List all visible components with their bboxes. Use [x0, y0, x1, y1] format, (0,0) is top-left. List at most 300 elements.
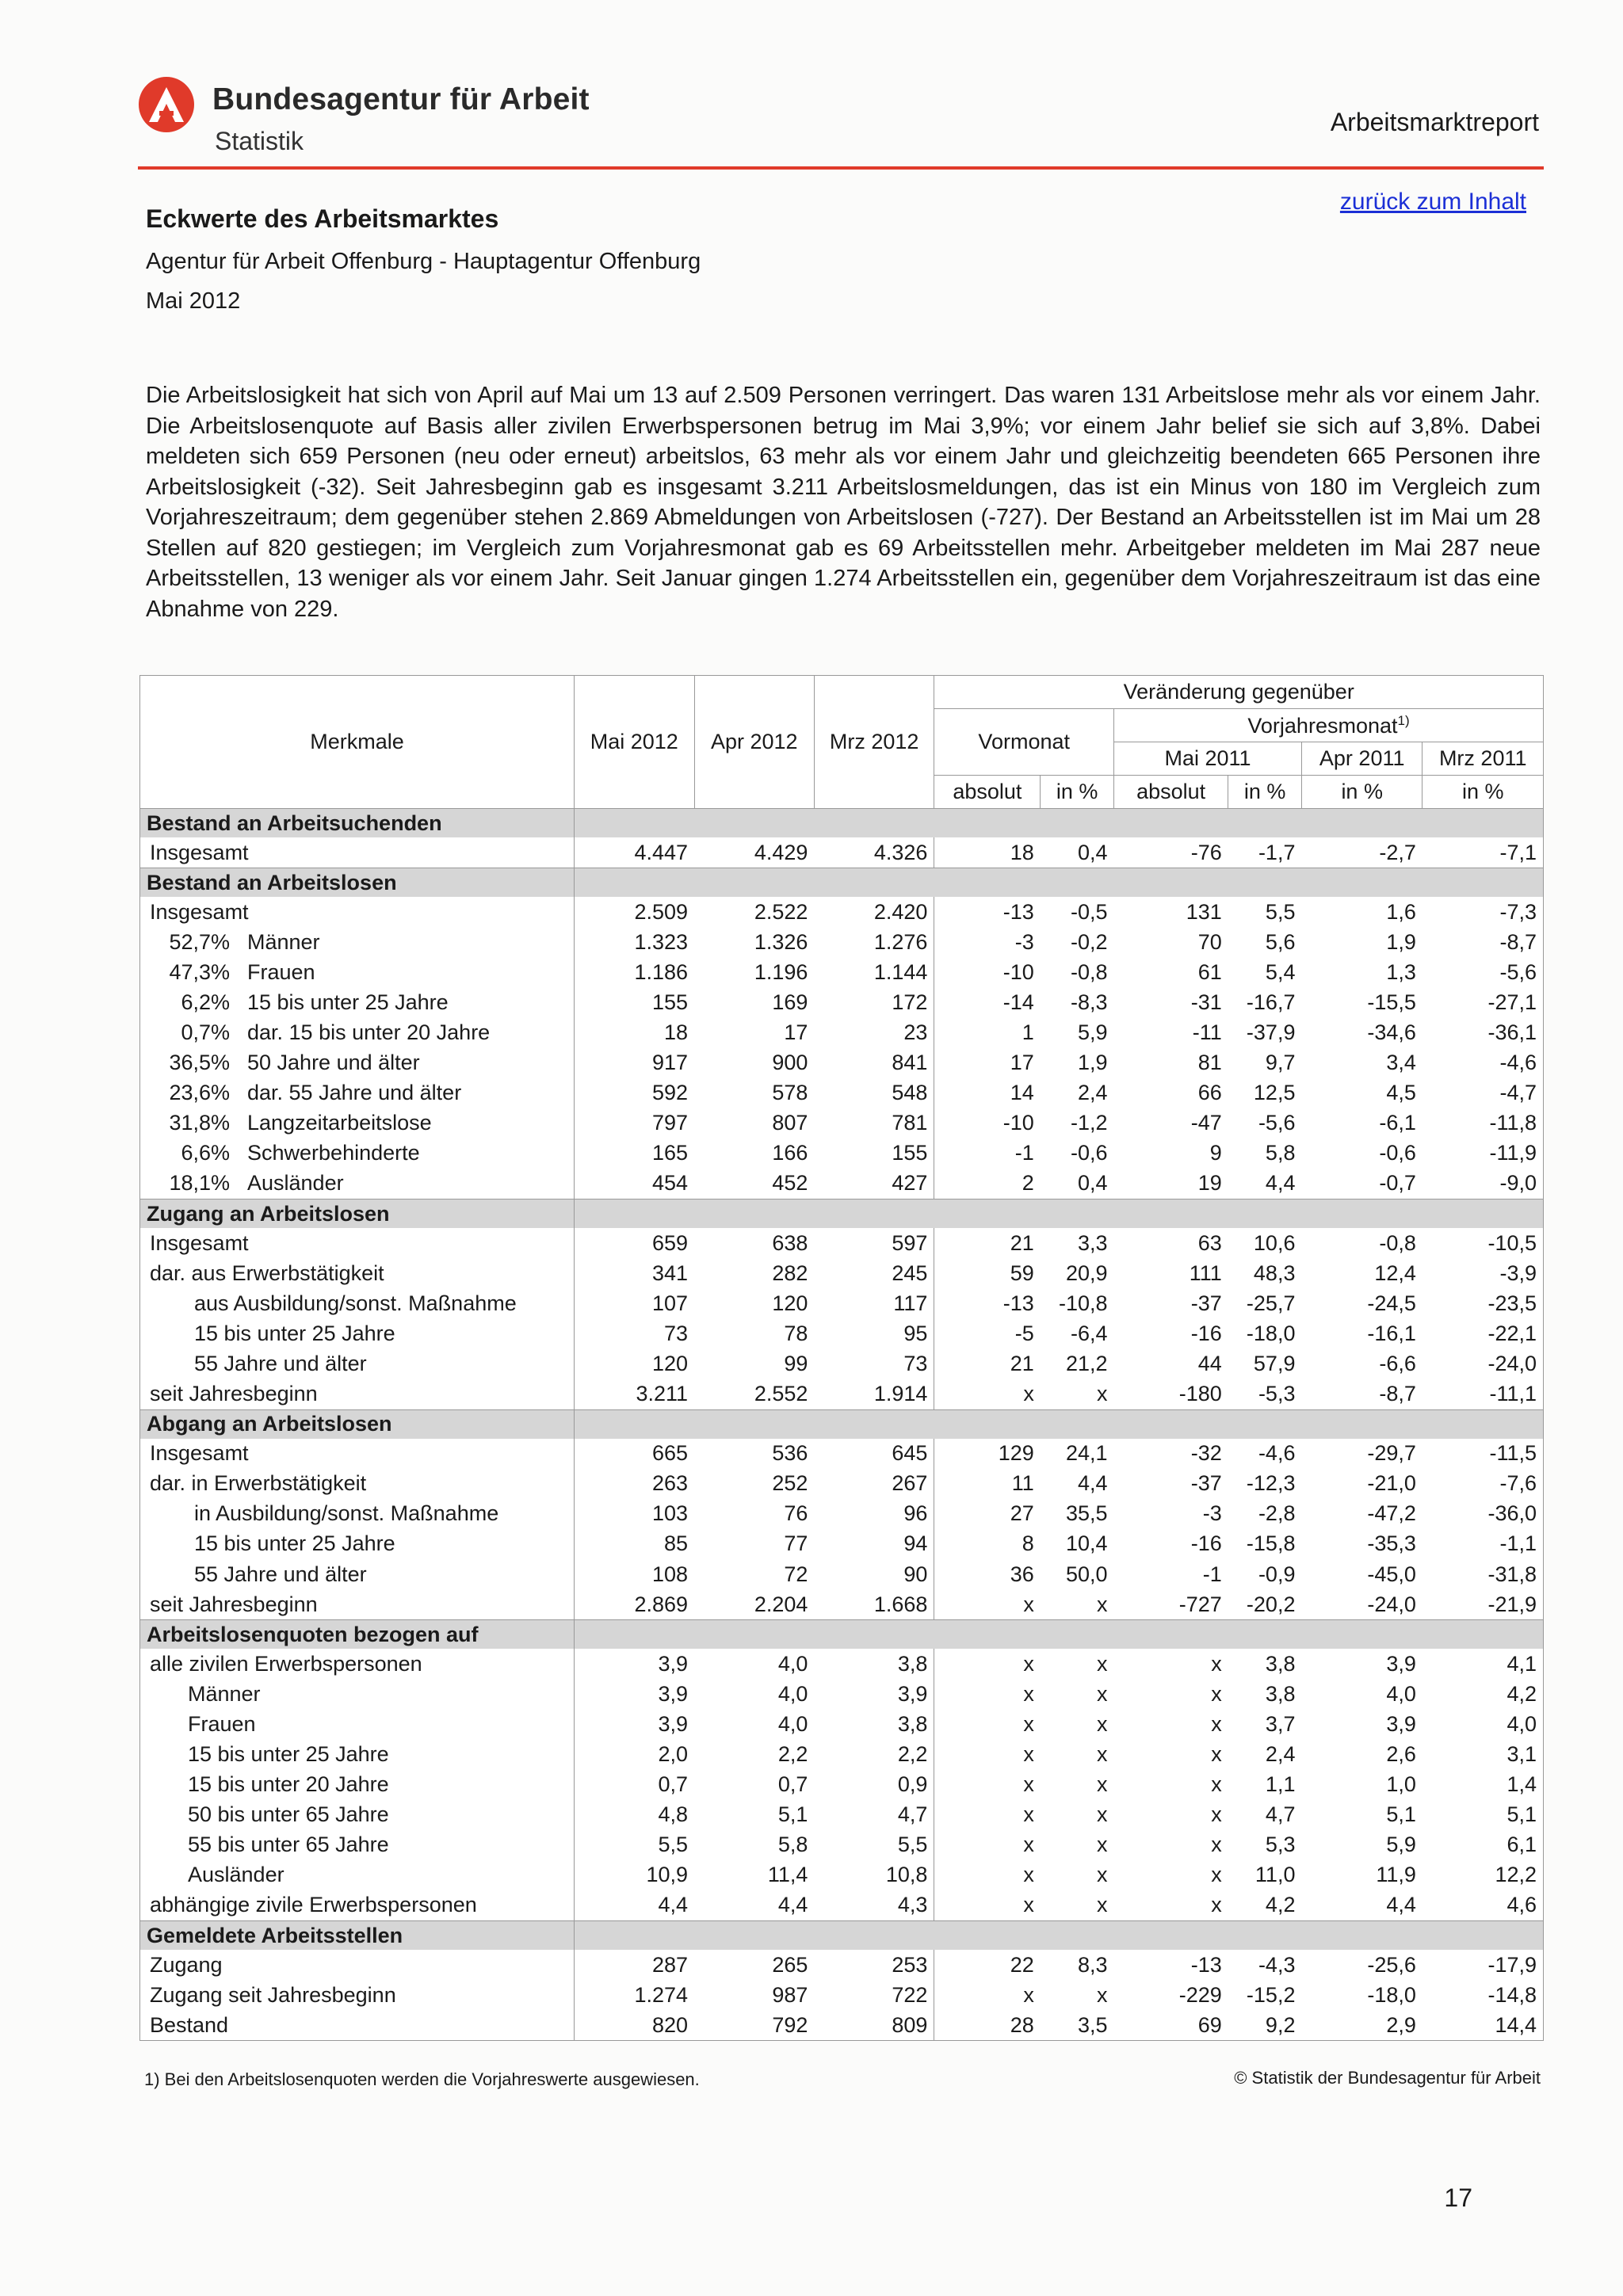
share-value: 6,6%	[181, 1141, 230, 1165]
org-subtitle: Statistik	[215, 127, 304, 155]
table-cell: 1,3	[1301, 957, 1422, 987]
table-cell: 5,1	[1301, 1800, 1422, 1830]
table-cell: 2,4	[1041, 1078, 1114, 1108]
table-cell: 1.323	[575, 927, 694, 957]
table-cell: -8,7	[1301, 1379, 1422, 1410]
row-label	[140, 1258, 575, 1288]
table-cell: -21,9	[1423, 1589, 1544, 1620]
table-cell: 73	[575, 1318, 694, 1348]
table-cell: 4,4	[694, 1890, 814, 1921]
table-cell: 1,9	[1041, 1048, 1114, 1078]
table-cell: 8,3	[1041, 1950, 1114, 1980]
row-label	[140, 1228, 575, 1258]
table-cell: 5,3	[1228, 1830, 1302, 1860]
table-cell: 21,2	[1041, 1348, 1114, 1379]
col-header-mrz2011: Mrz 2011	[1423, 742, 1544, 776]
table-cell: -0,9	[1228, 1559, 1302, 1589]
table-cell: -23,5	[1423, 1288, 1544, 1318]
table-cell: -4,6	[1228, 1439, 1302, 1469]
table-cell: 63	[1114, 1228, 1228, 1258]
table-cell: x	[1041, 1830, 1114, 1860]
row-label	[140, 1469, 575, 1499]
col-header-mai2011-absolut: absolut	[1114, 776, 1228, 809]
table-cell: 282	[694, 1258, 814, 1288]
row-label	[140, 1770, 575, 1800]
row-label-text: 15 bis unter 25 Jahre	[194, 1321, 395, 1345]
table-cell: -11,8	[1423, 1108, 1544, 1138]
share-value: 31,8%	[169, 1111, 230, 1135]
section-fill	[575, 1620, 1544, 1650]
section-header-row	[140, 1199, 1544, 1229]
table-row	[140, 1469, 1544, 1499]
table-cell: 2.204	[694, 1589, 814, 1620]
table-cell: 841	[814, 1048, 934, 1078]
table-cell: -37	[1114, 1288, 1228, 1318]
table-cell: 3,9	[1301, 1649, 1422, 1679]
table-cell: 2.522	[694, 897, 814, 927]
table-cell: x	[934, 1860, 1041, 1890]
col-header-vormonat-pct: in %	[1041, 776, 1114, 809]
table-cell: -36,1	[1423, 1017, 1544, 1047]
table-cell: 4,2	[1423, 1679, 1544, 1709]
table-cell: -24,5	[1301, 1288, 1422, 1318]
table-cell: 10,8	[814, 1860, 934, 1890]
table-cell: x	[1114, 1830, 1228, 1860]
table-cell: 10,4	[1041, 1529, 1114, 1559]
table-cell: -4,3	[1228, 1950, 1302, 1980]
table-cell: 12,2	[1423, 1860, 1544, 1890]
row-label	[140, 897, 575, 927]
table-cell: 5,1	[1423, 1800, 1544, 1830]
summary-text	[146, 380, 1541, 624]
table-cell: 253	[814, 1950, 934, 1980]
section-title: Arbeitslosenquoten bezogen auf	[140, 1620, 575, 1650]
table-cell: 57,9	[1228, 1348, 1302, 1379]
table-cell: -0,8	[1301, 1228, 1422, 1258]
table-cell: 4,2	[1228, 1890, 1302, 1921]
table-row	[140, 2010, 1544, 2041]
table-cell: 597	[814, 1228, 934, 1258]
table-cell: x	[934, 1709, 1041, 1739]
table-cell: 3,4	[1301, 1048, 1422, 1078]
table-cell: x	[934, 1739, 1041, 1769]
table-cell: -0,6	[1301, 1138, 1422, 1169]
row-label	[140, 1078, 575, 1108]
table-row	[140, 1709, 1544, 1739]
table-cell: 2,2	[814, 1739, 934, 1769]
table-cell: 66	[1114, 1078, 1228, 1108]
table-cell: 23	[814, 1017, 934, 1047]
table-cell: 4,7	[1228, 1800, 1302, 1830]
table-cell: 809	[814, 2010, 934, 2041]
table-cell: 2.552	[694, 1379, 814, 1410]
table-cell: 18	[575, 1017, 694, 1047]
row-label-text: dar. in Erwerbstätigkeit	[150, 1471, 367, 1496]
section-fill	[575, 809, 1544, 838]
table-cell: 4,0	[1301, 1679, 1422, 1709]
table-cell: 0,7	[694, 1770, 814, 1800]
table-cell: 578	[694, 1078, 814, 1108]
table-cell: 3,9	[575, 1649, 694, 1679]
table-cell: -45,0	[1301, 1559, 1422, 1589]
table-cell: -7,1	[1423, 837, 1544, 868]
table-cell: 10,9	[575, 1860, 694, 1890]
table-cell: -0,2	[1041, 927, 1114, 957]
table-cell: -229	[1114, 1980, 1228, 2010]
table-cell: 99	[694, 1348, 814, 1379]
table-cell: 172	[814, 987, 934, 1017]
table-cell: x	[1041, 1770, 1114, 1800]
table-row	[140, 1589, 1544, 1620]
table-cell: 659	[575, 1228, 694, 1258]
table-cell: 12,4	[1301, 1258, 1422, 1288]
table-cell: -12,3	[1228, 1469, 1302, 1499]
table-cell: 1	[934, 1017, 1041, 1047]
share-value: 18,1%	[169, 1171, 230, 1196]
table-row	[140, 1439, 1544, 1469]
row-label-text: 50 bis unter 65 Jahre	[188, 1802, 389, 1827]
row-label-text: Männer	[247, 929, 320, 954]
table-cell: 11,9	[1301, 1860, 1422, 1890]
table-cell: -0,7	[1301, 1169, 1422, 1199]
table-cell: 35,5	[1041, 1499, 1114, 1529]
row-label	[140, 1679, 575, 1709]
table-cell: 14,4	[1423, 2010, 1544, 2041]
section-header-row	[140, 809, 1544, 838]
table-cell: 11,0	[1228, 1860, 1302, 1890]
table-cell: -16	[1114, 1529, 1228, 1559]
table-cell: -11	[1114, 1017, 1228, 1047]
table-cell: -3	[934, 927, 1041, 957]
table-cell: x	[1114, 1649, 1228, 1679]
section-header-row	[140, 1620, 1544, 1650]
table-cell: 1.274	[575, 1980, 694, 2010]
table-row	[140, 1379, 1544, 1410]
table-cell: 1,6	[1301, 897, 1422, 927]
table-cell: -11,5	[1423, 1439, 1544, 1469]
table-cell: 0,9	[814, 1770, 934, 1800]
table-cell: 4,0	[694, 1709, 814, 1739]
row-label	[140, 1499, 575, 1529]
table-cell: 76	[694, 1499, 814, 1529]
share-value: 0,7%	[181, 1020, 230, 1045]
row-label-text: alle zivilen Erwerbspersonen	[150, 1651, 422, 1676]
table-row	[140, 1138, 1544, 1169]
table-cell: 21	[934, 1228, 1041, 1258]
row-label-text: 15 bis unter 20 Jahre	[188, 1772, 389, 1797]
table-cell: 5,8	[694, 1830, 814, 1860]
table-cell: 108	[575, 1559, 694, 1589]
table-cell: 22	[934, 1950, 1041, 1980]
table-cell: -47,2	[1301, 1499, 1422, 1529]
table-cell: -24,0	[1423, 1348, 1544, 1379]
table-cell: 1.668	[814, 1589, 934, 1620]
table-row	[140, 1048, 1544, 1078]
row-label-text: Schwerbehinderte	[247, 1141, 420, 1165]
table-cell: 81	[1114, 1048, 1228, 1078]
table-cell: -35,3	[1301, 1529, 1422, 1559]
table-row	[140, 1258, 1544, 1288]
table-cell: -5,3	[1228, 1379, 1302, 1410]
table-row	[140, 1649, 1544, 1679]
table-cell: -47	[1114, 1108, 1228, 1138]
table-cell: 287	[575, 1950, 694, 1980]
table-cell: 2.420	[814, 897, 934, 927]
table-row	[140, 1830, 1544, 1860]
table-cell: 3,3	[1041, 1228, 1114, 1258]
table-row	[140, 1559, 1544, 1589]
col-header-veraenderung: Veränderung gegenüber	[934, 676, 1544, 709]
row-label-text: dar. 15 bis unter 20 Jahre	[247, 1020, 491, 1045]
table-cell: 3,9	[814, 1679, 934, 1709]
table-cell: 103	[575, 1499, 694, 1529]
header-divider	[138, 166, 1544, 170]
table-row	[140, 837, 1544, 868]
table-cell: -31,8	[1423, 1559, 1544, 1589]
table-cell: x	[934, 1890, 1041, 1921]
table-cell: 5,9	[1301, 1830, 1422, 1860]
table-row	[140, 927, 1544, 957]
col-header-vorjahresmonat	[1114, 709, 1544, 742]
section-title: Zugang an Arbeitslosen	[140, 1199, 575, 1229]
table-row	[140, 1228, 1544, 1258]
table-cell: 120	[575, 1348, 694, 1379]
table-cell: -13	[934, 1288, 1041, 1318]
table-cell: 3,9	[1301, 1709, 1422, 1739]
table-cell: 2,4	[1228, 1739, 1302, 1769]
row-label-text: 55 Jahre und älter	[194, 1351, 367, 1375]
table-cell: x	[934, 1589, 1041, 1620]
row-label-text: 55 bis unter 65 Jahre	[188, 1833, 389, 1857]
table-cell: x	[1041, 1649, 1114, 1679]
table-cell: -18,0	[1228, 1318, 1302, 1348]
table-cell: 548	[814, 1078, 934, 1108]
section-title: Abgang an Arbeitslosen	[140, 1409, 575, 1439]
table-cell: -25,7	[1228, 1288, 1302, 1318]
table-cell: -22,1	[1423, 1318, 1544, 1348]
table-cell: 265	[694, 1950, 814, 1980]
table-cell: -7,3	[1423, 897, 1544, 927]
table-cell: 4.429	[694, 837, 814, 868]
row-label	[140, 1288, 575, 1318]
row-label	[140, 1589, 575, 1620]
table-cell: -34,6	[1301, 1017, 1422, 1047]
row-label-text: Zugang	[150, 1952, 223, 1977]
row-label	[140, 1709, 575, 1739]
table-cell: -20,2	[1228, 1589, 1302, 1620]
table-cell: -21,0	[1301, 1469, 1422, 1499]
table-cell: 917	[575, 1048, 694, 1078]
table-cell: -25,6	[1301, 1950, 1422, 1980]
row-label	[140, 1739, 575, 1769]
table-cell: 36	[934, 1559, 1041, 1589]
table-cell: 5,5	[814, 1830, 934, 1860]
section-fill	[575, 1199, 1544, 1229]
section-header-row	[140, 1409, 1544, 1439]
table-cell: 3,8	[814, 1649, 934, 1679]
table-cell: -1	[1114, 1559, 1228, 1589]
table-cell: -37	[1114, 1469, 1228, 1499]
section-title: Bestand an Arbeitsuchenden	[140, 809, 575, 838]
table-cell: 90	[814, 1559, 934, 1589]
table-cell: 4,8	[575, 1800, 694, 1830]
table-cell: x	[934, 1770, 1041, 1800]
table-cell: 900	[694, 1048, 814, 1078]
table-cell: -15,5	[1301, 987, 1422, 1017]
table-cell: 4.326	[814, 837, 934, 868]
table-cell: 5,5	[575, 1830, 694, 1860]
table-cell: -10,5	[1423, 1228, 1544, 1258]
table-cell: x	[1041, 1739, 1114, 1769]
table-cell: -10	[934, 1108, 1041, 1138]
table-cell: x	[1114, 1679, 1228, 1709]
row-label	[140, 1017, 575, 1047]
table-cell: 722	[814, 1980, 934, 2010]
row-label-text: dar. 55 Jahre und älter	[247, 1081, 462, 1105]
agency-name: Agentur für Arbeit Offenburg - Hauptagentur Offenburg	[146, 249, 701, 274]
section-header-row	[140, 1921, 1544, 1951]
table-cell: 165	[575, 1138, 694, 1169]
table-cell: 77	[694, 1529, 814, 1559]
table-cell: -9,0	[1423, 1169, 1544, 1199]
row-label-text: 50 Jahre und älter	[247, 1051, 420, 1075]
table-cell: 781	[814, 1108, 934, 1138]
table-cell: 11,4	[694, 1860, 814, 1890]
table-cell: 61	[1114, 957, 1228, 987]
table-cell: 69	[1114, 2010, 1228, 2041]
table-cell: 111	[1114, 1258, 1228, 1288]
table-row	[140, 987, 1544, 1017]
table-row	[140, 1499, 1544, 1529]
col-header-apr2011: Apr 2011	[1301, 742, 1422, 776]
table-cell: 2,6	[1301, 1739, 1422, 1769]
table-cell: 454	[575, 1169, 694, 1199]
table-cell: 797	[575, 1108, 694, 1138]
table-cell: 263	[575, 1469, 694, 1499]
table-cell: 2,2	[694, 1739, 814, 1769]
table-cell: 0,4	[1041, 1169, 1114, 1199]
table-cell: 341	[575, 1258, 694, 1288]
table-cell: 44	[1114, 1348, 1228, 1379]
table-cell: 2.509	[575, 897, 694, 927]
table-cell: 5,8	[1228, 1138, 1302, 1169]
row-label	[140, 1890, 575, 1921]
table-cell: x	[1114, 1800, 1228, 1830]
table-cell: -10,8	[1041, 1288, 1114, 1318]
section-fill	[575, 1409, 1544, 1439]
table-cell: -5	[934, 1318, 1041, 1348]
table-cell: 73	[814, 1348, 934, 1379]
table-row	[140, 1288, 1544, 1318]
table-cell: -2,8	[1228, 1499, 1302, 1529]
table-cell: 1,0	[1301, 1770, 1422, 1800]
page-number: 17	[1444, 2183, 1472, 2212]
row-label-text: Insgesamt	[150, 1441, 249, 1466]
table-cell: 78	[694, 1318, 814, 1348]
share-value: 47,3%	[169, 959, 230, 984]
table-cell: -5,6	[1423, 957, 1544, 987]
table-cell: -14	[934, 987, 1041, 1017]
table-cell: x	[1041, 1379, 1114, 1410]
table-cell: x	[934, 1830, 1041, 1860]
row-label	[140, 1048, 575, 1078]
table-cell: -14,8	[1423, 1980, 1544, 2010]
row-label	[140, 1348, 575, 1379]
table-cell: 9,7	[1228, 1048, 1302, 1078]
col-header-mrz2011-pct: in %	[1423, 776, 1544, 809]
table-cell: 4.447	[575, 837, 694, 868]
copyright: © Statistik der Bundesagentur für Arbeit	[1234, 2068, 1541, 2088]
table-cell: 96	[814, 1499, 934, 1529]
share-value: 52,7%	[169, 929, 230, 954]
table-cell: -7,6	[1423, 1469, 1544, 1499]
table-cell: -6,1	[1301, 1108, 1422, 1138]
table-cell: 5,4	[1228, 957, 1302, 987]
table-cell: 169	[694, 987, 814, 1017]
table-cell: 645	[814, 1439, 934, 1469]
back-to-contents-link[interactable]: zurück zum Inhalt	[1339, 189, 1526, 215]
table-cell: 1,4	[1423, 1770, 1544, 1800]
table-cell: 3,9	[575, 1679, 694, 1709]
col-header-mrz2012: Mrz 2012	[814, 676, 934, 809]
row-label-text: in Ausbildung/sonst. Maßnahme	[194, 1501, 499, 1526]
vorjahresmonat-label: Vorjahresmonat	[1247, 713, 1398, 738]
table-cell: 129	[934, 1439, 1041, 1469]
row-label	[140, 1439, 575, 1469]
table-cell: -17,9	[1423, 1950, 1544, 1980]
table-cell: 27	[934, 1499, 1041, 1529]
row-label	[140, 2010, 575, 2041]
table-row	[140, 1800, 1544, 1830]
table-row	[140, 1980, 1544, 2010]
row-label	[140, 1649, 575, 1679]
table-cell: 4,7	[814, 1800, 934, 1830]
footnote-marker: 1)	[1397, 712, 1410, 728]
table-cell: 131	[1114, 897, 1228, 927]
table-cell: 5,9	[1041, 1017, 1114, 1047]
table-cell: -180	[1114, 1379, 1228, 1410]
table-cell: -24,0	[1301, 1589, 1422, 1620]
report-label: Arbeitsmarktreport	[1330, 108, 1539, 136]
col-header-apr2011-pct: in %	[1301, 776, 1422, 809]
table-cell: x	[1114, 1860, 1228, 1890]
table-cell: 117	[814, 1288, 934, 1318]
table-cell: 5,5	[1228, 897, 1302, 927]
table-cell: -0,6	[1041, 1138, 1114, 1169]
row-label	[140, 927, 575, 957]
ba-logo-icon	[138, 76, 195, 133]
table-cell: 5,1	[694, 1800, 814, 1830]
row-label-text: Ausländer	[247, 1171, 344, 1196]
table-cell: x	[934, 1800, 1041, 1830]
table-cell: 592	[575, 1078, 694, 1108]
table-cell: 3,1	[1423, 1739, 1544, 1769]
table-cell: x	[1041, 1890, 1114, 1921]
table-cell: 4,0	[1423, 1709, 1544, 1739]
row-label-text: Langzeitarbeitslose	[247, 1111, 432, 1135]
row-label-text: Ausländer	[188, 1863, 285, 1887]
table-cell: 1.914	[814, 1379, 934, 1410]
section-header-row	[140, 868, 1544, 898]
table-cell: 9,2	[1228, 2010, 1302, 2041]
table-cell: 1.144	[814, 957, 934, 987]
section-fill	[575, 868, 1544, 898]
table-cell: -32	[1114, 1439, 1228, 1469]
table-cell: -27,1	[1423, 987, 1544, 1017]
table-cell: 17	[934, 1048, 1041, 1078]
table-cell: -10	[934, 957, 1041, 987]
table-cell: 792	[694, 2010, 814, 2041]
